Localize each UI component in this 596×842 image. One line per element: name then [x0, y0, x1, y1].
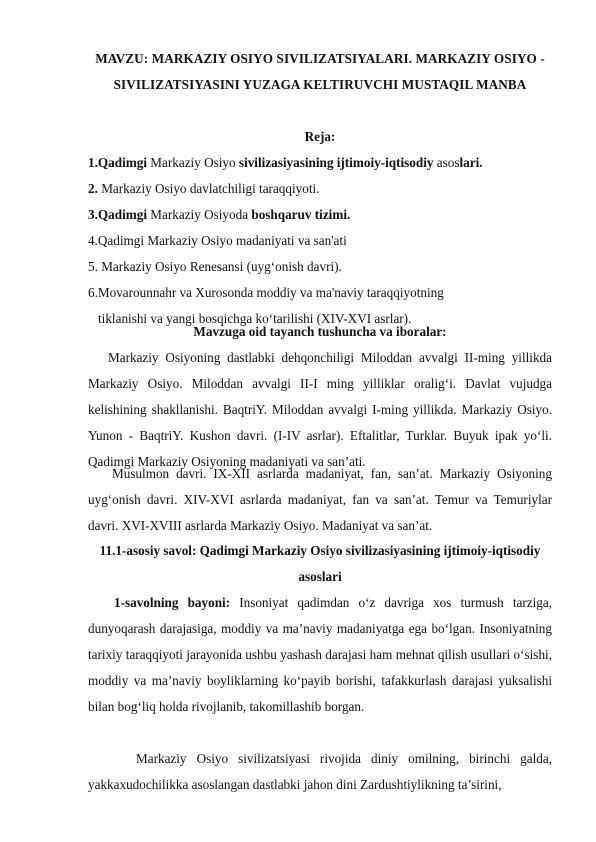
plan-item-number: 1. — [88, 155, 98, 170]
question-body — [88, 590, 552, 720]
plan-item-6: 6.Movarounnahr va Xurosonda moddiy va ma'naviy taraqqiyotning — [88, 285, 444, 300]
plan-item-text: Markaziy Osiyo davlatchiligi taraqqiyoti. — [97, 181, 320, 196]
plan-item-bold-text: lari. — [459, 155, 483, 170]
plan-item-3 — [88, 202, 558, 228]
plan-heading: Reja: — [304, 129, 336, 144]
plan-item-4: 4.Qadimgi Markaziy Osiyo madaniyati va san'ati — [88, 233, 347, 248]
plan-item-5: 5. Markaziy Osiyo Renesansi (uyg‘onish davri). — [88, 259, 342, 274]
plan-item-number: 3. — [88, 207, 98, 222]
concepts-paragraph-1: Markaziy Osiyoning dastlabki dehqonchiligi Miloddan avvalgi II-ming yillikda Markaziy Osiyo. Miloddan avvalgi II-I ming yilliklar oralig‘i. Davlat vujudga kelishining shakllanishi. BaqtriY. Miloddan avvalgi I-ming yillikda. Markaziy Osiyo. Yunon - BaqtriY. Kushon davri. (I-IV asrlar). Eftalitlar, Turklar. Buyuk ipak yo‘li. Qadimgi Markaziy Osiyoning madaniyati va san’ati. — [88, 350, 552, 469]
plan-item-number: 2. — [88, 181, 98, 196]
plan-item-bold-text: sivilizasiyasining ijtimoiy-iqtisodiy — [238, 155, 434, 170]
plan-item-text: Markaziy Osiyo — [146, 155, 239, 170]
plan-item-1 — [88, 150, 558, 176]
plan-item-bold-text: Qadimgi — [97, 207, 147, 222]
document-title: MAVZU: MARKAZIY OSIYO SIVILIZATSIYALARI. MARKAZIY OSIYO - SIVILIZATSIYASINI YUZAGA KELTIRUVCHI MUSTAQIL MANBA — [95, 51, 545, 92]
concepts-paragraph-2: Musulmon davri. IX-XII asrlarda madaniyat, fan, san’at. Markaziy Osiyoning uyg‘onish davri. XIV-XVI asrlarda madaniyat, fan va san’at. Temur va Temuriylar davri. XVI-XVIII asrlarda Markaziy Osiyo. Madaniyat va san’at. — [88, 466, 552, 533]
question-heading: 11.1-asosiy savol: Qadimgi Markaziy Osiyo sivilizasiyasining ijtimoiy-iqtisodiy asoslari — [99, 543, 541, 584]
plan-item-bold-text: boshqaruv tizimi. — [251, 207, 351, 222]
question-label: 1-savolning bayoni: — [114, 595, 231, 610]
plan-item-6-continuation: tiklanishi va yangi bosqichga ko‘tarilishi (XIV-XVI asrlar). — [98, 311, 412, 326]
plan-list — [88, 150, 558, 332]
plan-item-bold-text: Qadimgi — [97, 155, 147, 170]
plan-item-2 — [88, 176, 558, 202]
question-text: Insoniyat qadimdan o‘z davriga xos turmush tarziga, dunyoqarash darajasiga, moddiy va ma’naviy madaniyatga ega bo‘lgan. Insoniyatning tarixiy taraqqiyoti jarayonida ushbu yashash darajasi ham mehnat qilish usullari o‘sishi, moddiy va ma’naviy boyliklarning ko‘payib borishi, tafakkurlash darajasi yuksalishi bilan bog‘liq holda rivojlanib, takomillashib borgan. — [88, 595, 553, 714]
final-paragraph: Markaziy Osiyo sivilizatsiyasi rivojida diniy omilning, birinchi galda, yakkaxudochilikka asoslangan dastlabki jahon dini Zardushtiylikning ta’sirini, — [88, 751, 552, 792]
concepts-heading: Mavzuga oid tayanch tushuncha va iboralar: — [193, 324, 447, 339]
plan-item-text: Markaziy Osiyoda — [146, 207, 252, 222]
plan-item-text: asos — [433, 155, 460, 170]
